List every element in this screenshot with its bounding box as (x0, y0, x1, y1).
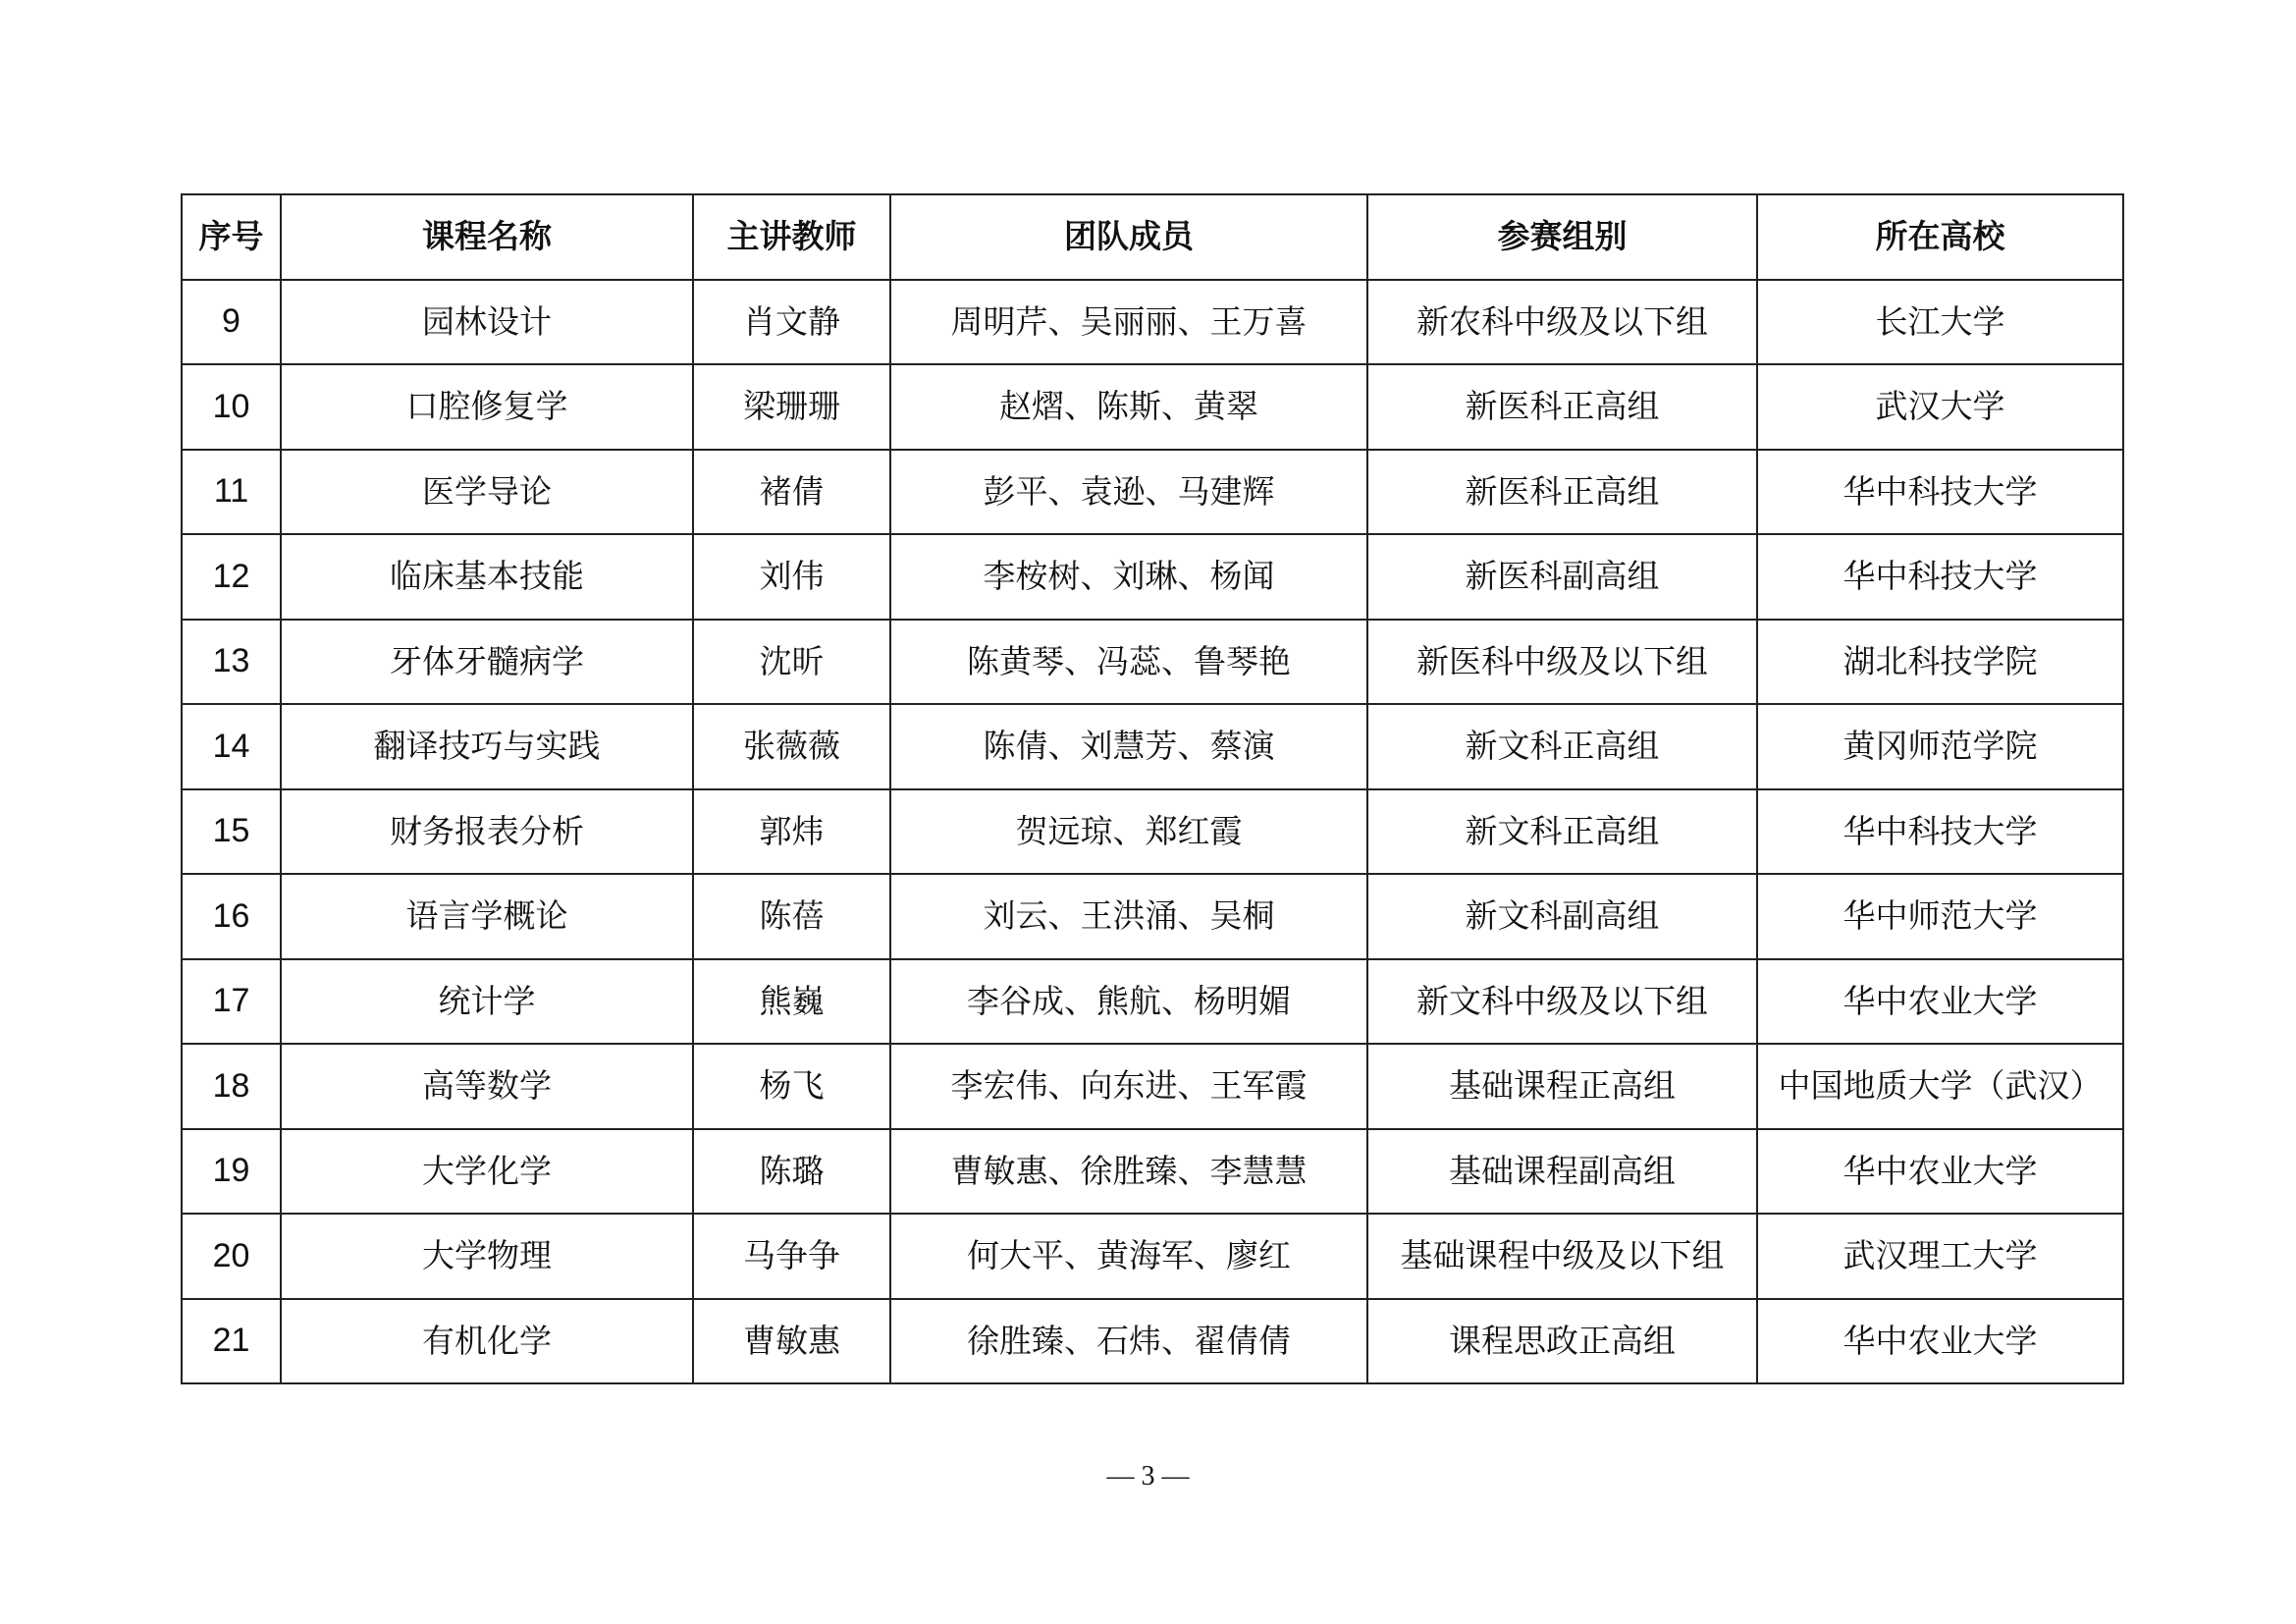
cell-teacher: 张薇薇 (693, 704, 890, 789)
cell-teacher: 曹敏惠 (693, 1299, 890, 1384)
cell-school: 中国地质大学（武汉） (1757, 1044, 2123, 1129)
header-team: 团队成员 (890, 194, 1367, 280)
table-row (182, 620, 2123, 705)
cell-teacher: 梁珊珊 (693, 364, 890, 450)
cell-course: 牙体牙髓病学 (281, 620, 693, 705)
table-row (182, 280, 2123, 365)
cell-teacher: 陈璐 (693, 1129, 890, 1215)
cell-course: 大学化学 (281, 1129, 693, 1215)
cell-seq: 14 (182, 704, 281, 789)
cell-school: 武汉大学 (1757, 364, 2123, 450)
table-row (182, 704, 2123, 789)
cell-seq: 19 (182, 1129, 281, 1215)
cell-course: 临床基本技能 (281, 534, 693, 620)
header-course: 课程名称 (281, 194, 693, 280)
header-seq: 序号 (182, 194, 281, 280)
cell-teacher: 马争争 (693, 1214, 890, 1299)
cell-school: 华中科技大学 (1757, 789, 2123, 875)
cell-team: 李谷成、熊航、杨明媚 (890, 959, 1367, 1045)
cell-team: 周明芹、吴丽丽、王万喜 (890, 280, 1367, 365)
cell-group: 基础课程中级及以下组 (1367, 1214, 1757, 1299)
award-table (181, 193, 2124, 1384)
cell-team: 陈倩、刘慧芳、蔡演 (890, 704, 1367, 789)
cell-course: 有机化学 (281, 1299, 693, 1384)
cell-school: 华中师范大学 (1757, 874, 2123, 959)
cell-school: 华中科技大学 (1757, 534, 2123, 620)
cell-teacher: 刘伟 (693, 534, 890, 620)
table-row (182, 364, 2123, 450)
cell-team: 李宏伟、向东进、王军霞 (890, 1044, 1367, 1129)
cell-group: 基础课程副高组 (1367, 1129, 1757, 1215)
cell-school: 武汉理工大学 (1757, 1214, 2123, 1299)
table-row (182, 874, 2123, 959)
cell-school: 华中农业大学 (1757, 1129, 2123, 1215)
cell-group: 新医科正高组 (1367, 450, 1757, 535)
cell-course: 大学物理 (281, 1214, 693, 1299)
cell-seq: 21 (182, 1299, 281, 1384)
header-school: 所在高校 (1757, 194, 2123, 280)
cell-team: 赵熠、陈斯、黄翠 (890, 364, 1367, 450)
cell-seq: 18 (182, 1044, 281, 1129)
cell-teacher: 褚倩 (693, 450, 890, 535)
cell-school: 湖北科技学院 (1757, 620, 2123, 705)
cell-group: 新医科正高组 (1367, 364, 1757, 450)
cell-school: 黄冈师范学院 (1757, 704, 2123, 789)
cell-team: 何大平、黄海军、廖红 (890, 1214, 1367, 1299)
cell-school: 华中科技大学 (1757, 450, 2123, 535)
cell-course: 高等数学 (281, 1044, 693, 1129)
cell-seq: 17 (182, 959, 281, 1045)
cell-teacher: 陈蓓 (693, 874, 890, 959)
cell-group: 基础课程正高组 (1367, 1044, 1757, 1129)
cell-group: 新文科副高组 (1367, 874, 1757, 959)
cell-group: 新医科副高组 (1367, 534, 1757, 620)
cell-seq: 13 (182, 620, 281, 705)
cell-teacher: 肖文静 (693, 280, 890, 365)
table-row (182, 1214, 2123, 1299)
cell-group: 新文科正高组 (1367, 789, 1757, 875)
cell-course: 语言学概论 (281, 874, 693, 959)
cell-seq: 16 (182, 874, 281, 959)
table-row (182, 789, 2123, 875)
cell-school: 华中农业大学 (1757, 959, 2123, 1045)
table-row (182, 1044, 2123, 1129)
cell-team: 彭平、袁逊、马建辉 (890, 450, 1367, 535)
cell-seq: 12 (182, 534, 281, 620)
cell-course: 财务报表分析 (281, 789, 693, 875)
cell-group: 课程思政正高组 (1367, 1299, 1757, 1384)
table-row (182, 1129, 2123, 1215)
table-header-row (182, 194, 2123, 280)
cell-team: 贺远琼、郑红霞 (890, 789, 1367, 875)
cell-seq: 20 (182, 1214, 281, 1299)
table-row (182, 534, 2123, 620)
cell-group: 新文科中级及以下组 (1367, 959, 1757, 1045)
cell-school: 长江大学 (1757, 280, 2123, 365)
cell-course: 园林设计 (281, 280, 693, 365)
table-row (182, 450, 2123, 535)
cell-seq: 9 (182, 280, 281, 365)
cell-teacher: 沈昕 (693, 620, 890, 705)
table-row (182, 1299, 2123, 1384)
table-row (182, 959, 2123, 1045)
cell-course: 统计学 (281, 959, 693, 1045)
cell-seq: 15 (182, 789, 281, 875)
cell-school: 华中农业大学 (1757, 1299, 2123, 1384)
cell-team: 陈黄琴、冯蕊、鲁琴艳 (890, 620, 1367, 705)
cell-seq: 10 (182, 364, 281, 450)
cell-team: 徐胜臻、石炜、翟倩倩 (890, 1299, 1367, 1384)
cell-seq: 11 (182, 450, 281, 535)
cell-course: 口腔修复学 (281, 364, 693, 450)
cell-team: 刘云、王洪涌、吴桐 (890, 874, 1367, 959)
cell-team: 李桉树、刘琳、杨闻 (890, 534, 1367, 620)
cell-group: 新医科中级及以下组 (1367, 620, 1757, 705)
cell-course: 医学导论 (281, 450, 693, 535)
page-number: — 3 — (1106, 1461, 1190, 1491)
cell-teacher: 郭炜 (693, 789, 890, 875)
cell-course: 翻译技巧与实践 (281, 704, 693, 789)
cell-team: 曹敏惠、徐胜臻、李慧慧 (890, 1129, 1367, 1215)
cell-group: 新农科中级及以下组 (1367, 280, 1757, 365)
header-teacher: 主讲教师 (693, 194, 890, 280)
cell-teacher: 熊巍 (693, 959, 890, 1045)
header-group: 参赛组别 (1367, 194, 1757, 280)
cell-group: 新文科正高组 (1367, 704, 1757, 789)
cell-teacher: 杨飞 (693, 1044, 890, 1129)
